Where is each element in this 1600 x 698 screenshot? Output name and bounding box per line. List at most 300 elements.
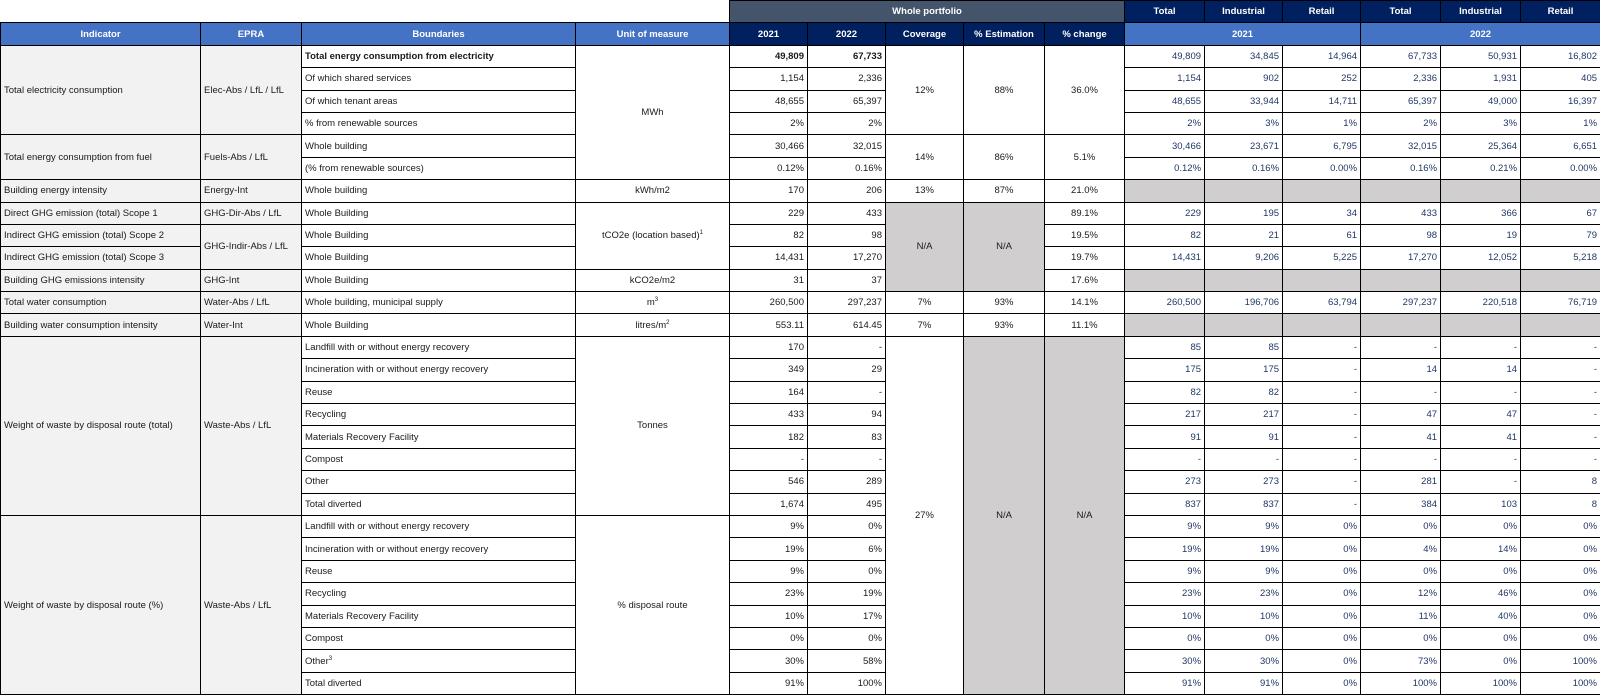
- seg-cell: 260,500: [1125, 292, 1205, 314]
- seg-cell: 17,270: [1361, 247, 1441, 269]
- seg-cell: 9%: [1205, 515, 1283, 537]
- unit-cell: % disposal route: [576, 515, 730, 694]
- seg-cell: 16,397: [1521, 90, 1600, 112]
- header-blank: [1, 1, 730, 23]
- epra-code-cell: GHG-Int: [201, 269, 302, 291]
- boundary-cell: Whole Building: [302, 224, 576, 246]
- boundary-text: Recycling: [305, 409, 347, 421]
- seg-cell: 0.00%: [1283, 157, 1361, 179]
- boundary-text: Materials Recovery Facility: [305, 610, 419, 622]
- value-2022-cell: 2%: [808, 112, 886, 134]
- value-2021-cell: 14,431: [730, 247, 808, 269]
- seg-cell: 175: [1205, 359, 1283, 381]
- seg-cell: 1%: [1521, 112, 1600, 134]
- unit-cell: MWh: [576, 45, 730, 179]
- value-2021-cell: 164: [730, 381, 808, 403]
- seg-retail-2021-header: Retail: [1283, 1, 1361, 23]
- table-row: [1, 292, 1600, 314]
- estimation-cell: 86%: [964, 135, 1045, 180]
- indicator-header: Indicator: [1, 23, 201, 45]
- change-cell: 5.1%: [1045, 135, 1125, 180]
- seg-cell: 0%: [1361, 627, 1441, 649]
- change-cell: 11.1%: [1045, 314, 1125, 336]
- seg-cell-empty: [1283, 180, 1361, 202]
- boundary-cell: [302, 583, 576, 605]
- boundary-cell: Whole building, municipal supply: [302, 292, 576, 314]
- seg-cell: -: [1521, 381, 1600, 403]
- seg-cell: 23%: [1125, 583, 1205, 605]
- indicator-cell: Weight of waste by disposal route (%): [1, 515, 201, 694]
- indicator-cell: Direct GHG emission (total) Scope 1: [1, 202, 201, 224]
- seg-cell: 47: [1361, 404, 1441, 426]
- coverage-cell: 14%: [886, 135, 964, 180]
- seg-cell: 384: [1361, 493, 1441, 515]
- value-2022-cell: 37: [808, 269, 886, 291]
- seg-cell: -: [1283, 426, 1361, 448]
- unit-superscript: 2: [666, 319, 670, 326]
- seg-cell: 30%: [1205, 650, 1283, 672]
- value-2022-cell: 100%: [808, 672, 886, 694]
- seg-cell: 19%: [1205, 538, 1283, 560]
- value-2022-cell: 0%: [808, 560, 886, 582]
- boundary-text: Other: [305, 476, 329, 488]
- seg-cell: 6,795: [1283, 135, 1361, 157]
- seg-cell: 0%: [1283, 672, 1361, 694]
- seg-cell: 0%: [1283, 560, 1361, 582]
- seg-cell: -: [1283, 359, 1361, 381]
- seg-cell: 34,845: [1205, 45, 1283, 67]
- header-row-top: [1, 1, 1600, 23]
- seg-cell: 8: [1521, 471, 1600, 493]
- boundary-cell: [302, 404, 576, 426]
- boundary-text: Recycling: [305, 588, 347, 600]
- seg-cell: 79: [1521, 224, 1600, 246]
- table-row: [1, 224, 1600, 246]
- value-2022-cell: -: [808, 448, 886, 470]
- seg-cell: 220,518: [1441, 292, 1521, 314]
- epra-code-cell: GHG-Indir-Abs / LfL: [201, 224, 302, 269]
- value-2021-cell: 49,809: [730, 45, 808, 67]
- seg-cell: 33,944: [1205, 90, 1283, 112]
- seg-cell: 0%: [1521, 560, 1600, 582]
- unit-cell: kWh/m2: [576, 180, 730, 202]
- boundary-text: Total diverted: [305, 677, 362, 689]
- seg-cell: 14,711: [1283, 90, 1361, 112]
- seg-cell: 2%: [1125, 112, 1205, 134]
- seg-cell: -: [1283, 471, 1361, 493]
- value-2021-cell: 9%: [730, 515, 808, 537]
- seg-cell: 12,052: [1441, 247, 1521, 269]
- table-row: [1, 180, 1600, 202]
- seg-cell: 229: [1125, 202, 1205, 224]
- seg-cell: 1%: [1283, 112, 1361, 134]
- seg-cell: 9,206: [1205, 247, 1283, 269]
- seg-cell: 433: [1361, 202, 1441, 224]
- value-2021-cell: 30,466: [730, 135, 808, 157]
- seg-cell: -: [1441, 381, 1521, 403]
- change-cell: 14.1%: [1045, 292, 1125, 314]
- seg-cell: 47: [1441, 404, 1521, 426]
- boundary-cell: Whole Building: [302, 314, 576, 336]
- seg-cell-empty: [1205, 180, 1283, 202]
- seg-cell: 23%: [1205, 583, 1283, 605]
- seg-cell: 65,397: [1361, 90, 1441, 112]
- estimation-cell: 93%: [964, 314, 1045, 336]
- seg-cell: 281: [1361, 471, 1441, 493]
- seg-cell: 25,364: [1441, 135, 1521, 157]
- boundaries-header: Boundaries: [302, 23, 576, 45]
- seg-cell: 85: [1125, 336, 1205, 358]
- seg-cell: 0%: [1205, 627, 1283, 649]
- value-2022-cell: 32,015: [808, 135, 886, 157]
- seg-cell: 273: [1205, 471, 1283, 493]
- value-2021-cell: 0.12%: [730, 157, 808, 179]
- value-2022-cell: 83: [808, 426, 886, 448]
- seg-cell: -: [1521, 359, 1600, 381]
- seg-cell: 14,964: [1283, 45, 1361, 67]
- boundary-cell: [302, 448, 576, 470]
- seg-cell: 0%: [1283, 515, 1361, 537]
- seg-cell: 3%: [1205, 112, 1283, 134]
- value-2021-cell: 19%: [730, 538, 808, 560]
- seg-cell: 14: [1441, 359, 1521, 381]
- seg-cell: 0%: [1283, 583, 1361, 605]
- change-cell: 19.7%: [1045, 247, 1125, 269]
- boundary-text: Compost: [305, 633, 344, 645]
- value-2022-cell: -: [808, 381, 886, 403]
- footnote-marker: 1: [699, 229, 704, 236]
- unit-cell: [576, 292, 730, 314]
- boundary-cell: [302, 627, 576, 649]
- indicator-cell: Total energy consumption from fuel: [1, 135, 201, 180]
- seg-cell: -: [1283, 404, 1361, 426]
- estimation-cell: 88%: [964, 45, 1045, 135]
- seg-cell: 34: [1283, 202, 1361, 224]
- table-row: [1, 269, 1600, 291]
- seg-cell: 0%: [1283, 650, 1361, 672]
- boundary-cell: [302, 493, 576, 515]
- value-2022-cell: 58%: [808, 650, 886, 672]
- seg-cell: 100%: [1441, 672, 1521, 694]
- boundary-cell: % from renewable sources: [302, 112, 576, 134]
- seg-cell: 196,706: [1205, 292, 1283, 314]
- seg-cell: 10%: [1125, 605, 1205, 627]
- seg-cell: 98: [1361, 224, 1441, 246]
- value-2021-cell: 9%: [730, 560, 808, 582]
- value-2022-cell: 67,733: [808, 45, 886, 67]
- seg-cell: 30%: [1125, 650, 1205, 672]
- seg-cell: 85: [1205, 336, 1283, 358]
- seg-cell-empty: [1441, 180, 1521, 202]
- boundary-cell: (% from renewable sources): [302, 157, 576, 179]
- boundary-cell: Landfill with or without energy recovery: [302, 336, 576, 358]
- value-2021-cell: 0%: [730, 627, 808, 649]
- seg-cell: 63,794: [1283, 292, 1361, 314]
- value-2021-cell: -: [730, 448, 808, 470]
- seg-cell: 6,651: [1521, 135, 1600, 157]
- seg-cell-empty: [1441, 269, 1521, 291]
- unit-cell: [576, 202, 730, 269]
- seg-cell: 46%: [1441, 583, 1521, 605]
- seg-cell: 0%: [1283, 538, 1361, 560]
- seg-cell: 0.16%: [1205, 157, 1283, 179]
- seg-cell: 0%: [1361, 515, 1441, 537]
- epra-code-cell: Waste-Abs / LfL: [201, 515, 302, 694]
- value-2021-cell: 30%: [730, 650, 808, 672]
- value-2022-cell: 297,237: [808, 292, 886, 314]
- indicator-cell: Total water consumption: [1, 292, 201, 314]
- seg-cell: -: [1361, 448, 1441, 470]
- value-2022-cell: 614.45: [808, 314, 886, 336]
- seg-cell: 405: [1521, 68, 1600, 90]
- ghg-unit-text: tCO2e (location based): [601, 230, 700, 242]
- value-2022-cell: 94: [808, 404, 886, 426]
- value-2021-cell: 82: [730, 224, 808, 246]
- seg-cell: 0%: [1521, 583, 1600, 605]
- value-2022-cell: 17%: [808, 605, 886, 627]
- seg-cell: 217: [1205, 404, 1283, 426]
- boundary-cell: Total energy consumption from electricity: [302, 45, 576, 67]
- value-2022-cell: 6%: [808, 538, 886, 560]
- unit-superscript: 3: [654, 297, 659, 304]
- value-2022-cell: 0%: [808, 627, 886, 649]
- seg-cell-empty: [1125, 269, 1205, 291]
- value-2021-cell: 433: [730, 404, 808, 426]
- boundary-cell: [302, 538, 576, 560]
- seg-cell: -: [1283, 448, 1361, 470]
- seg-cell: 61: [1283, 224, 1361, 246]
- seg-cell: 103: [1441, 493, 1521, 515]
- change-cell: 89.1%: [1045, 202, 1125, 224]
- value-2022-cell: 289: [808, 471, 886, 493]
- epra-code-cell: GHG-Dir-Abs / LfL: [201, 202, 302, 224]
- seg-cell: 0%: [1283, 627, 1361, 649]
- seg-cell: 30,466: [1125, 135, 1205, 157]
- seg-cell: 5,218: [1521, 247, 1600, 269]
- value-2021-cell: 2%: [730, 112, 808, 134]
- value-2021-cell: 48,655: [730, 90, 808, 112]
- seg-industrial-2021-header: Industrial: [1205, 1, 1283, 23]
- segment-year-2022-header: 2022: [1361, 23, 1600, 45]
- seg-cell-empty: [1361, 180, 1441, 202]
- seg-cell: 3%: [1441, 112, 1521, 134]
- epra-code-cell: Water-Abs / LfL: [201, 292, 302, 314]
- seg-cell: 14: [1361, 359, 1441, 381]
- boundary-cell: [302, 426, 576, 448]
- change-cell: N/A: [1045, 336, 1125, 694]
- seg-cell: 8: [1521, 493, 1600, 515]
- water-intensity-unit-text: litres/m: [635, 319, 667, 331]
- value-2021-cell: 1,154: [730, 68, 808, 90]
- seg-industrial-2022-header: Industrial: [1441, 1, 1521, 23]
- boundary-cell: Whole Building: [302, 202, 576, 224]
- seg-cell: 0%: [1521, 627, 1600, 649]
- value-2021-cell: 170: [730, 180, 808, 202]
- seg-cell: 91: [1205, 426, 1283, 448]
- seg-cell: 100%: [1521, 672, 1600, 694]
- seg-cell: 82: [1125, 381, 1205, 403]
- seg-cell-empty: [1205, 269, 1283, 291]
- seg-cell: 837: [1205, 493, 1283, 515]
- seg-cell: 366: [1441, 202, 1521, 224]
- seg-cell: 902: [1205, 68, 1283, 90]
- value-2022-cell: 433: [808, 202, 886, 224]
- boundary-cell: Whole building: [302, 180, 576, 202]
- value-2022-cell: 17,270: [808, 247, 886, 269]
- boundary-cell: [302, 560, 576, 582]
- epra-code-cell: Energy-Int: [201, 180, 302, 202]
- seg-cell: 0%: [1441, 560, 1521, 582]
- value-2021-cell: 349: [730, 359, 808, 381]
- estimation-cell: 93%: [964, 292, 1045, 314]
- value-2022-cell: 495: [808, 493, 886, 515]
- seg-cell: 19: [1441, 224, 1521, 246]
- boundary-cell: Landfill with or without energy recovery: [302, 515, 576, 537]
- unit-cell: [576, 314, 730, 336]
- seg-cell: -: [1361, 381, 1441, 403]
- unit-header: Unit of measure: [576, 23, 730, 45]
- seg-cell: 1,154: [1125, 68, 1205, 90]
- seg-cell: 91: [1125, 426, 1205, 448]
- seg-cell: 16,802: [1521, 45, 1600, 67]
- value-2022-cell: -: [808, 336, 886, 358]
- epra-code-cell: Water-Int: [201, 314, 302, 336]
- boundary-text: Materials Recovery Facility: [305, 431, 419, 443]
- boundary-cell: Whole Building: [302, 269, 576, 291]
- seg-cell-empty: [1521, 180, 1600, 202]
- estimation-cell: N/A: [964, 336, 1045, 694]
- value-2022-cell: 98: [808, 224, 886, 246]
- value-2021-cell: 260,500: [730, 292, 808, 314]
- seg-cell: 0%: [1283, 605, 1361, 627]
- value-2021-cell: 23%: [730, 583, 808, 605]
- boundary-text: Reuse: [305, 565, 333, 577]
- seg-cell: 11%: [1361, 605, 1441, 627]
- estimation-header: % Estimation: [964, 23, 1045, 45]
- header-row-columns: [1, 23, 1600, 45]
- value-2022-cell: 29: [808, 359, 886, 381]
- coverage-cell: N/A: [886, 202, 964, 292]
- epra-code-cell: Elec-Abs / LfL / LfL: [201, 45, 302, 135]
- seg-cell: -: [1521, 404, 1600, 426]
- seg-cell: 9%: [1125, 560, 1205, 582]
- seg-cell: 40%: [1441, 605, 1521, 627]
- indicator-cell: Indirect GHG emission (total) Scope 2: [1, 224, 201, 246]
- boundary-text: Other: [305, 655, 329, 667]
- seg-cell: -: [1283, 336, 1361, 358]
- value-2021-cell: 31: [730, 269, 808, 291]
- seg-cell: 0%: [1521, 605, 1600, 627]
- seg-cell: 67: [1521, 202, 1600, 224]
- seg-cell: 837: [1125, 493, 1205, 515]
- boundary-cell: [302, 672, 576, 694]
- change-cell: 21.0%: [1045, 180, 1125, 202]
- boundary-cell: [302, 650, 576, 672]
- seg-cell: 23,671: [1205, 135, 1283, 157]
- value-2021-cell: 553.11: [730, 314, 808, 336]
- seg-cell: -: [1125, 448, 1205, 470]
- value-2021-cell: 229: [730, 202, 808, 224]
- value-2021-cell: 91%: [730, 672, 808, 694]
- boundary-text: Compost: [305, 454, 344, 465]
- seg-cell: 67,733: [1361, 45, 1441, 67]
- seg-cell: 91%: [1125, 672, 1205, 694]
- segment-year-2021-header: 2021: [1125, 23, 1361, 45]
- year-2022-header: 2022: [808, 23, 886, 45]
- boundary-text: Total diverted: [305, 498, 362, 510]
- table-row: [1, 202, 1600, 224]
- boundary-cell: [302, 471, 576, 493]
- seg-cell: 217: [1125, 404, 1205, 426]
- seg-cell: 195: [1205, 202, 1283, 224]
- seg-cell-empty: [1125, 180, 1205, 202]
- water-unit-text: m: [646, 297, 655, 309]
- seg-cell: 0%: [1521, 538, 1600, 560]
- epra-code-cell: Fuels-Abs / LfL: [201, 135, 302, 180]
- seg-cell: 0%: [1125, 627, 1205, 649]
- value-2022-cell: 0%: [808, 515, 886, 537]
- seg-cell-empty: [1205, 314, 1283, 336]
- boundary-cell: Whole building: [302, 135, 576, 157]
- value-2022-cell: 206: [808, 180, 886, 202]
- seg-cell: 10%: [1205, 605, 1283, 627]
- seg-cell: -: [1283, 381, 1361, 403]
- seg-cell: 14%: [1441, 538, 1521, 560]
- seg-cell: 76,719: [1521, 292, 1600, 314]
- seg-cell: 73%: [1361, 650, 1441, 672]
- indicator-cell: Indirect GHG emission (total) Scope 3: [1, 247, 201, 269]
- coverage-cell: 7%: [886, 314, 964, 336]
- seg-cell: 5,225: [1283, 247, 1361, 269]
- seg-cell: 2,336: [1361, 68, 1441, 90]
- seg-cell-empty: [1361, 314, 1441, 336]
- table-row: [1, 45, 1600, 67]
- seg-cell: 252: [1283, 68, 1361, 90]
- seg-cell: 48,655: [1125, 90, 1205, 112]
- table-row: [1, 515, 1600, 537]
- seg-total-2021-header: Total: [1125, 1, 1205, 23]
- epra-header: EPRA: [201, 23, 302, 45]
- indicator-cell: Building energy intensity: [1, 180, 201, 202]
- value-2021-cell: 546: [730, 471, 808, 493]
- seg-cell: 41: [1361, 426, 1441, 448]
- coverage-cell: 13%: [886, 180, 964, 202]
- seg-cell: 0%: [1361, 560, 1441, 582]
- seg-cell: 9%: [1205, 560, 1283, 582]
- seg-cell: 297,237: [1361, 292, 1441, 314]
- seg-cell: 0%: [1521, 515, 1600, 537]
- indicator-cell: Weight of waste by disposal route (total): [1, 336, 201, 515]
- seg-cell: 0.21%: [1441, 157, 1521, 179]
- seg-cell: -: [1283, 493, 1361, 515]
- seg-cell: 273: [1125, 471, 1205, 493]
- seg-cell: 100%: [1521, 650, 1600, 672]
- boundary-text: Incineration with or without energy recovery: [305, 364, 489, 376]
- seg-cell: 82: [1205, 381, 1283, 403]
- boundary-cell: Whole Building: [302, 247, 576, 269]
- seg-cell: 4%: [1361, 538, 1441, 560]
- seg-cell: 1,931: [1441, 68, 1521, 90]
- seg-total-2022-header: Total: [1361, 1, 1441, 23]
- seg-cell: 0.12%: [1125, 157, 1205, 179]
- change-cell: 19.5%: [1045, 224, 1125, 246]
- epra-code-cell: Waste-Abs / LfL: [201, 336, 302, 515]
- seg-cell: -: [1205, 448, 1283, 470]
- seg-cell: 0%: [1441, 627, 1521, 649]
- coverage-cell: 7%: [886, 292, 964, 314]
- table-row: [1, 314, 1600, 336]
- seg-cell-empty: [1361, 269, 1441, 291]
